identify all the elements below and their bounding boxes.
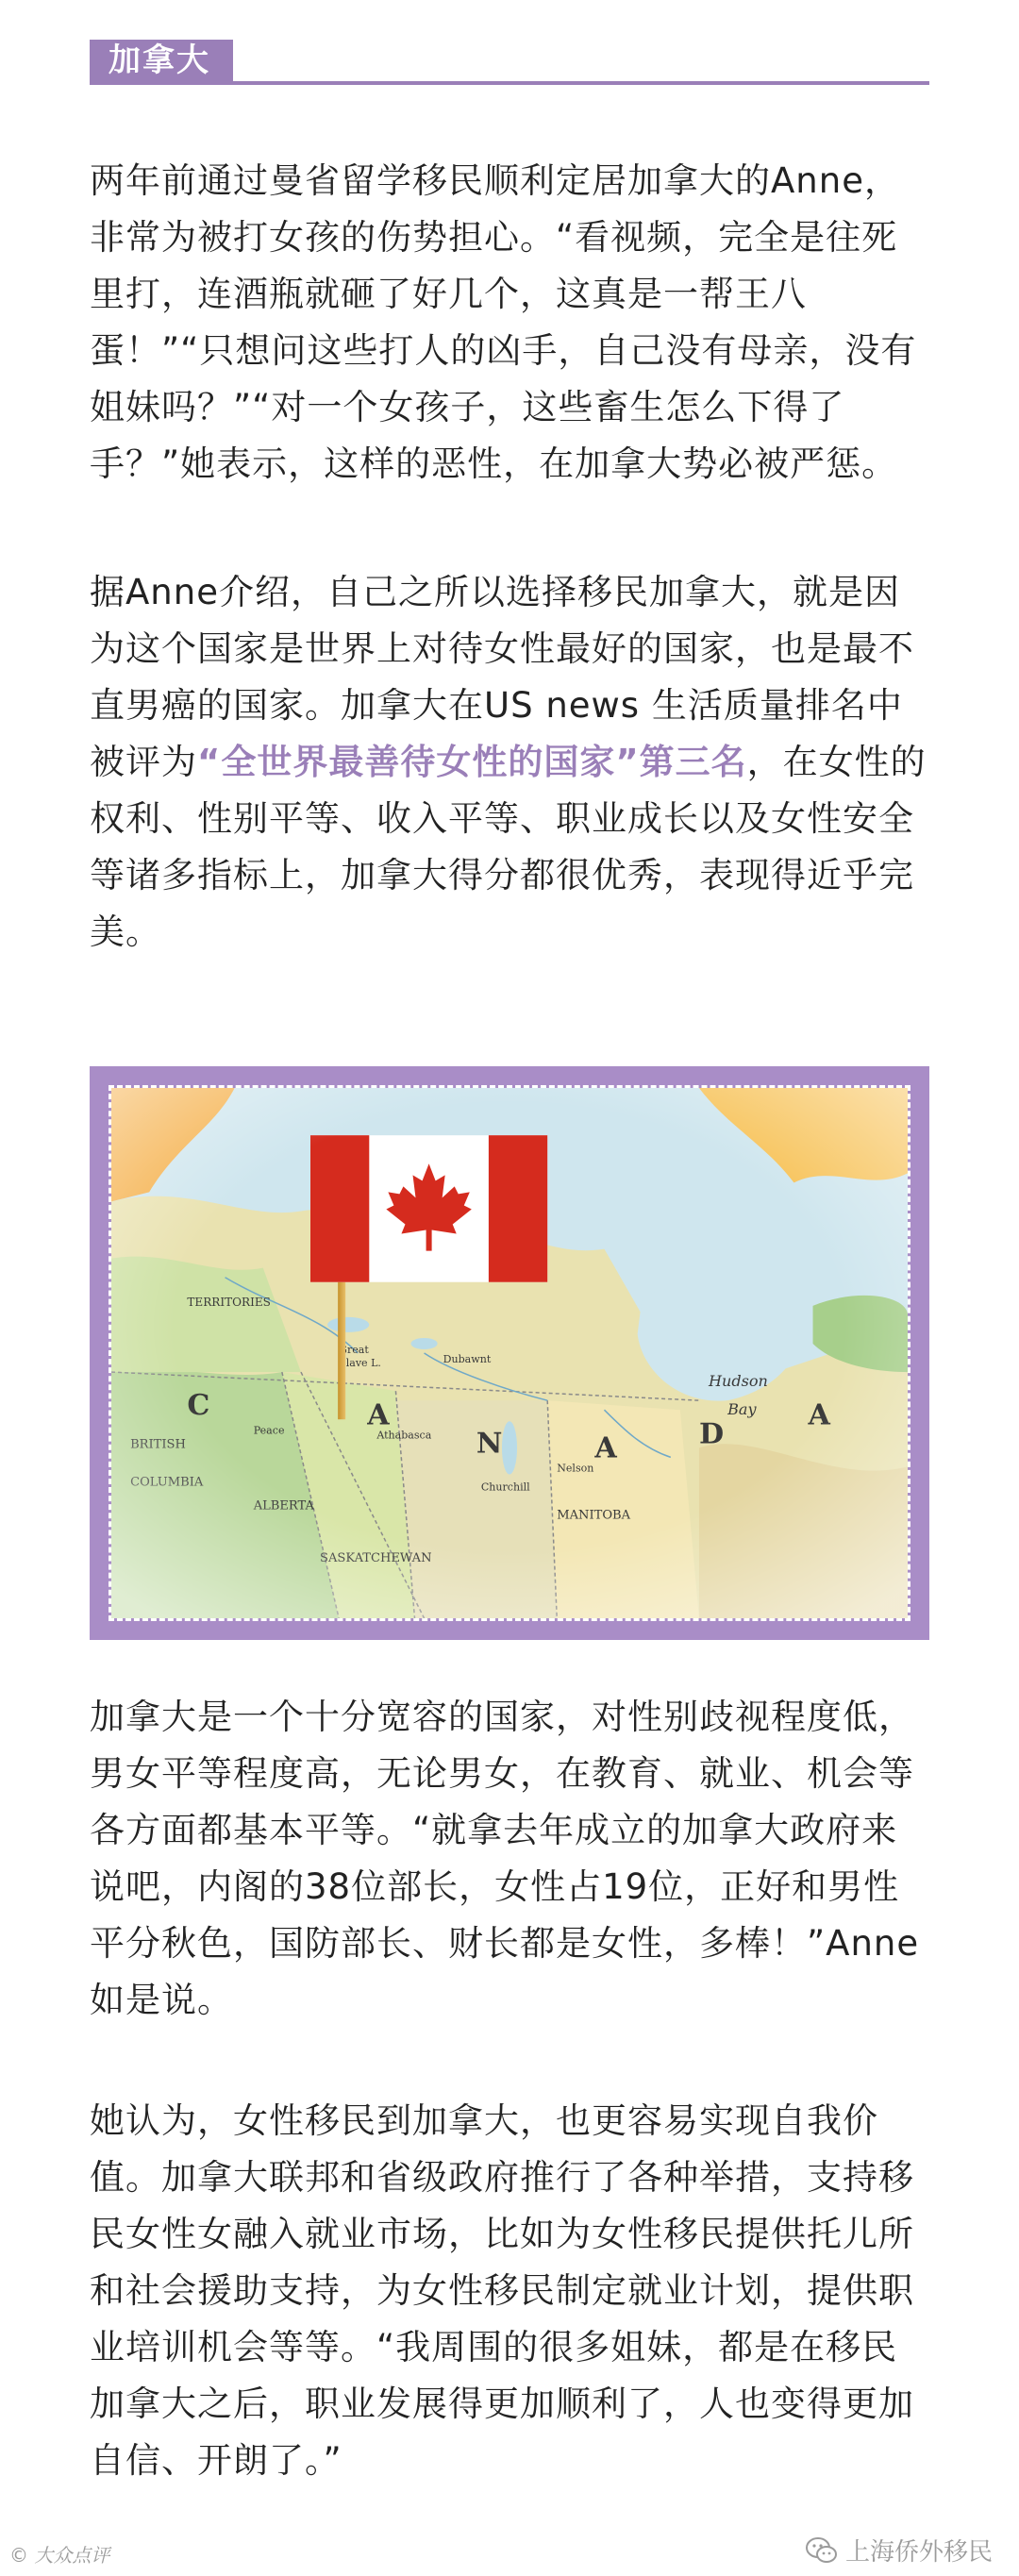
paragraph-3: 加拿大是一个十分宽容的国家，对性别歧视程度低，男女平等程度高，无论男女，在教育、就业、机会等各方面都基本平等。“就拿去年成立的加拿大政府来说吧，内阁的38位部长，女性占19位，正好和男性平分秋色，国防部长、财长都是女性，多棒！”Anne如是说。	[90, 1697, 920, 2020]
footer-watermarks	[0, 2529, 1019, 2576]
map-photo	[109, 1085, 910, 1621]
right-watermark	[806, 2533, 993, 2568]
right-watermark-text: 上海侨外移民	[844, 2538, 993, 2567]
paragraph-1: 两年前通过曼省留学移民顺利定居加拿大的Anne，非常为被打女孩的伤势担心。“看视频，完全是往死里打，连酒瓶就砸了好几个，这真是一帮王八蛋！”“只想问这些打人的凶手，自己没有母亲，没有姐妹吗？”“对一个女孩子，这些畜生怎么下得了手？”她表示，这样的恶性，在加拿大势必被严惩。	[90, 160, 917, 484]
highlight-ranking: “全世界最善待女性的国家”第三名	[197, 742, 747, 782]
left-watermark: © 大众点评	[9, 2544, 110, 2567]
section-divider	[90, 81, 929, 85]
wechat-icon	[806, 2536, 838, 2565]
section-header	[90, 40, 929, 87]
map-illustration	[111, 1088, 908, 1618]
paragraph-2-text-b: ，在女性的权利、性别平等、收入平等、职业成长以及女性安全等诸多指标上，加拿大得分都很优秀，表现得近乎完美。	[90, 742, 927, 952]
paragraph-4: 她认为，女性移民到加拿大，也更容易实现自我价值。加拿大联邦和省级政府推行了各种举措，支持移民女性女融入就业市场，比如为女性移民提供托儿所和社会援助支持，为女性移民制定就业计划，提供职业培训机会等等。“我周围的很多姐妹，都是在移民加拿大之后，职业发展得更加顺利了，人也变得更加自信、开朗了。”	[90, 2100, 914, 2481]
canada-map-figure	[90, 1066, 929, 1640]
section-title: 加拿大	[90, 40, 233, 81]
paragraph-2	[90, 564, 929, 961]
paragraph-2-text-a: 据Anne介绍，自己之所以选择移民加拿大，就是因为这个国家是世界上对待女性最好的国家，也是最不直男癌的国家。加拿大在US news 生活质量排名中被评为	[90, 572, 914, 782]
